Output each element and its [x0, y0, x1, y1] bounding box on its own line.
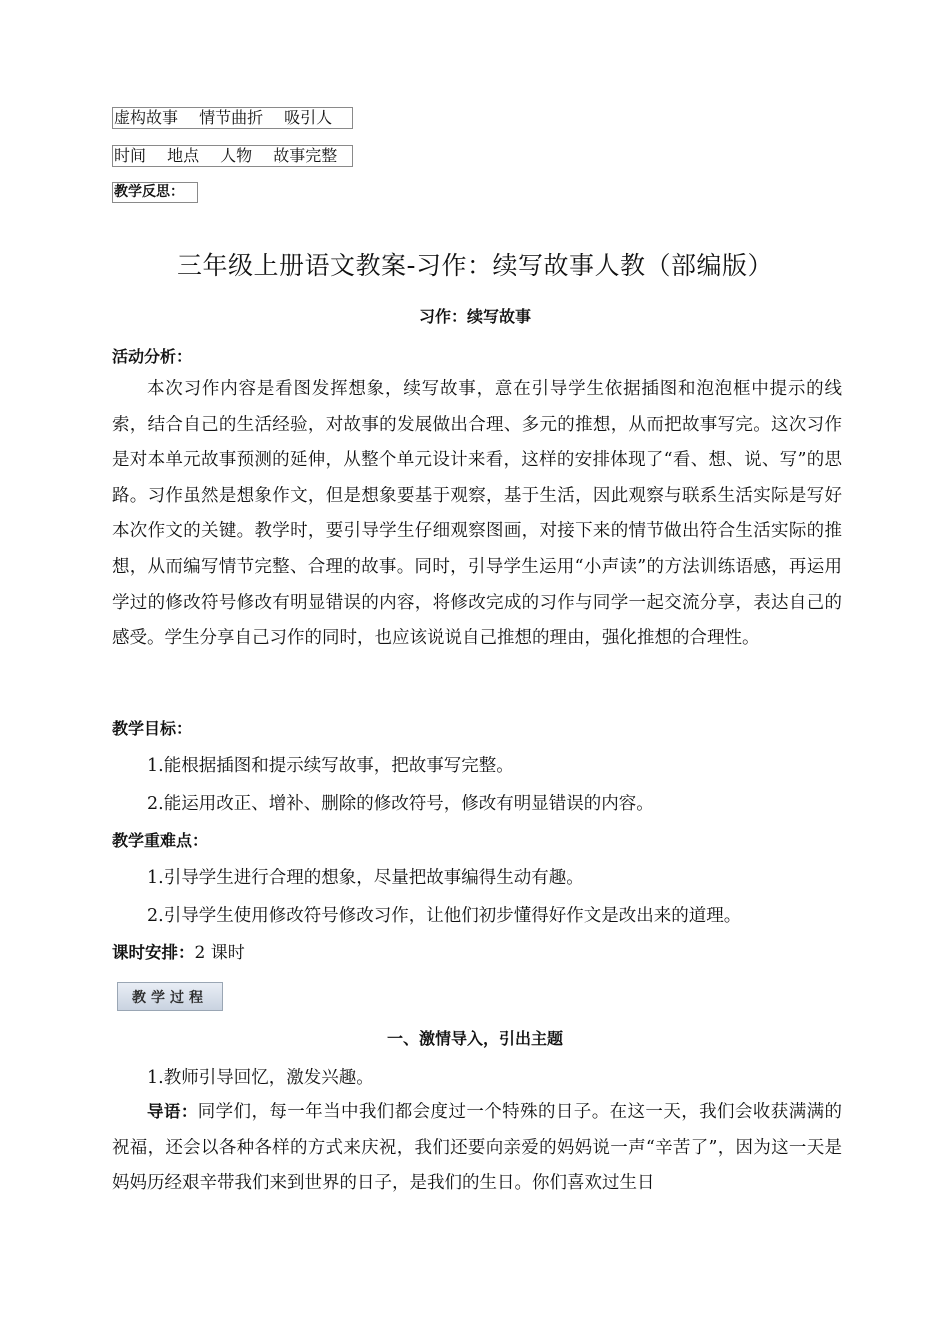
subtitle: 习作：续写故事	[418, 307, 531, 326]
key-point-item: 2.引导学生使用修改符号修改习作，让他们初步懂得好作文是改出来的道理。	[147, 906, 742, 926]
page-title: 三年级上册语文教案-习作：续写故事人教（部编版）	[176, 251, 774, 280]
prev-table-row-1: 虚构故事 情节曲折 吸引人	[112, 107, 353, 129]
schedule-label: 课时安排：	[112, 943, 195, 962]
goals-heading: 教学目标：	[112, 719, 193, 738]
reflection-label: 教学反思：	[112, 182, 198, 203]
intro-label: 导语：	[147, 1102, 198, 1121]
key-points-heading: 教学重难点：	[112, 831, 209, 850]
intro-paragraph	[112, 1094, 842, 1202]
schedule-value: 2 课时	[194, 943, 245, 963]
analysis-paragraph: 本次习作内容是看图发挥想象，续写故事，意在引导学生依据插图和泡泡框中提示的线索，结合自己的生活经验，对故事的发展做出合理、多元的推想，从而把故事写完。这次习作是对本单元故事预测的延伸，从整个单元设计来看，这样的安排体现了“看、想、说、写”的思路。习作虽然是想象作文，但是想象要基于观察，基于生活，因此观察与联系生活实际是写好本次作文的关键。教学时，要引导学生仔细观察图画，对接下来的情节做出符合生活实际的推想，从而编写情节完整、合理的故事。同时，引导学生运用“小声读”的方法训练语感，再运用学过的修改符号修改有明显错误的内容，将修改完成的习作与同学一起交流分享，表达自己的感受。学生分享自己习作的同时，也应该说说自己推想的理由，强化推想的合理性。	[112, 379, 842, 649]
schedule-line	[112, 938, 245, 963]
intro-text: 同学们，每一年当中我们都会度过一个特殊的日子。在这一天，我们会收获满满的祝福，还会以各种各样的方式来庆祝，我们还要向亲爱的妈妈说一声“辛苦了”，因为这一天是妈妈历经艰辛带我们来到世界的日子，是我们的生日。你们喜欢过生日	[112, 1102, 843, 1194]
section-1-title: 一、激情导入，引出主题	[386, 1029, 563, 1048]
analysis-heading: 活动分析：	[112, 347, 193, 366]
key-point-item: 1.引导学生进行合理的想象，尽量把故事编得生动有趣。	[147, 868, 584, 888]
section-1-item: 1.教师引导回忆，激发兴趣。	[147, 1068, 374, 1088]
goal-item: 1.能根据插图和提示续写故事，把故事写完整。	[147, 756, 514, 776]
goal-item: 2.能运用改正、增补、删除的修改符号，修改有明显错误的内容。	[147, 794, 654, 814]
teaching-process-badge: 教学过程	[117, 982, 223, 1011]
prev-table-row-2: 时间 地点 人物 故事完整	[112, 145, 353, 167]
